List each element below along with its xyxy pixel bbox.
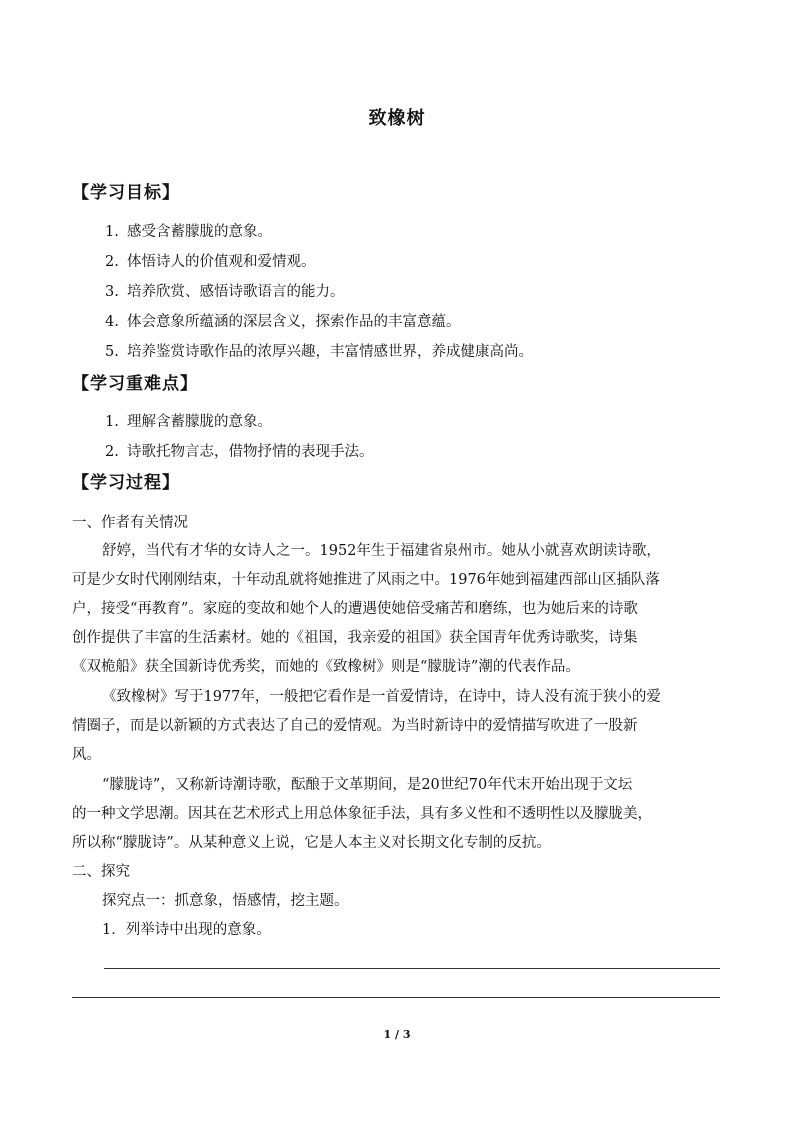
paragraph-line: 风。 — [72, 747, 101, 763]
objective-item — [105, 310, 461, 331]
item-number: 2. — [105, 444, 119, 460]
explore-question: 1．列举诗中出现的意象。 — [102, 922, 271, 938]
explore-point: 探究点一：抓意象，悟感情，挖主题。 — [102, 893, 349, 909]
objective-item — [105, 340, 533, 361]
objectives-heading: 【学习目标】 — [72, 183, 180, 203]
paragraph-line: 创作提供了丰富的生活素材。她的《祖国，我亲爱的祖国》获全国青年优秀诗歌奖，诗集 — [72, 630, 638, 646]
item-number: 2. — [105, 254, 119, 270]
item-text: 体会意象所蕴涵的深层含义，探索作品的丰富意蕴。 — [127, 314, 461, 330]
item-text: 感受含蓄朦胧的意象。 — [127, 224, 272, 240]
item-text: 体悟诗人的价值观和爱情观。 — [127, 254, 316, 270]
paragraph-line: 《双桅船》获全国新诗优秀奖，而她的《致橡树》则是“朦胧诗”潮的代表作品。 — [72, 659, 580, 675]
page-number: 1 / 3 — [383, 1028, 411, 1041]
key-point-item — [105, 440, 374, 461]
author-section-heading: 一、作者有关情况 — [72, 515, 188, 531]
paragraph-line: 所以称“朦胧诗”。从某种意义上说，它是人本主义对长期文化专制的反抗。 — [72, 835, 551, 851]
objective-item — [105, 280, 345, 301]
paragraph-line: 情圈子，而是以新颖的方式表达了自己的爱情观。为当时新诗中的爱情描写吹进了一股新 — [72, 718, 638, 734]
item-text: 培养欣赏、感悟诗歌语言的能力。 — [127, 284, 345, 300]
process-heading: 【学习过程】 — [72, 473, 180, 493]
paragraph-line: “朦胧诗”，又称新诗潮诗歌，酝酿于文革期间，是20世纪70年代末开始出现于文坛 — [102, 777, 633, 793]
paragraph-line: 舒婷，当代有才华的女诗人之一。1952年生于福建省泉州市。她从小就喜欢朗读诗歌， — [102, 543, 661, 559]
paragraph-line: 《致橡树》写于1977年，一般把它看作是一首爱情诗，在诗中，诗人没有流于狭小的爱 — [102, 689, 661, 705]
objective-item — [105, 220, 272, 241]
footer-divider — [72, 997, 720, 998]
item-text: 培养鉴赏诗歌作品的浓厚兴趣，丰富情感世界，养成健康高尚。 — [127, 344, 533, 360]
key-point-item — [105, 410, 272, 431]
item-number: 1. — [105, 414, 119, 430]
item-number: 4. — [105, 314, 119, 330]
paragraph-line: 户，接受“再教育”。家庭的变故和她个人的遭遇使她倍受痛苦和磨练，也为她后来的诗歌 — [72, 601, 638, 617]
answer-line[interactable] — [104, 968, 720, 969]
document-title: 致橡树 — [368, 108, 426, 129]
item-number: 1. — [105, 224, 119, 240]
paragraph-line: 可是少女时代刚刚结束，十年动乱就将她推进了风雨之中。1976年她到福建西部山区插队落 — [72, 572, 660, 588]
item-text: 理解含蓄朦胧的意象。 — [127, 414, 272, 430]
objective-item — [105, 250, 316, 271]
item-text: 诗歌托物言志，借物抒情的表现手法。 — [127, 444, 374, 460]
key-points-heading: 【学习重难点】 — [72, 374, 198, 394]
paragraph-line: 的一种文学思潮。因其在艺术形式上用总体象征手法，具有多义性和不透明性以及朦胧美， — [72, 806, 652, 822]
item-number: 5. — [105, 344, 119, 360]
explore-section-heading: 二、探究 — [72, 864, 130, 880]
item-number: 3. — [105, 284, 119, 300]
